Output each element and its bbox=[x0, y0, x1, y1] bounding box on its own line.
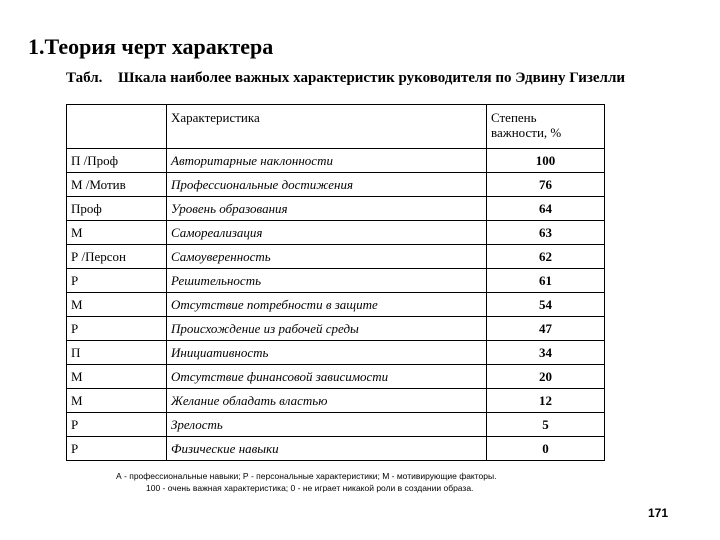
table-header-row bbox=[67, 105, 605, 149]
table-row bbox=[67, 221, 605, 245]
row-value: 12 bbox=[487, 389, 605, 413]
row-value: 20 bbox=[487, 365, 605, 389]
row-trait: Решительность bbox=[167, 269, 487, 293]
table-row bbox=[67, 437, 605, 461]
table-label: Табл. bbox=[66, 70, 103, 86]
row-code: Р bbox=[67, 269, 167, 293]
header-trait: Характеристика bbox=[167, 105, 487, 149]
row-trait: Зрелость bbox=[167, 413, 487, 437]
row-code: Проф bbox=[67, 197, 167, 221]
page-number: 171 bbox=[648, 506, 669, 520]
header-code bbox=[67, 105, 167, 149]
table-row bbox=[67, 149, 605, 173]
row-value: 62 bbox=[487, 245, 605, 269]
row-trait: Происхождение из рабочей среды bbox=[167, 317, 487, 341]
row-code: Р bbox=[67, 317, 167, 341]
row-value: 0 bbox=[487, 437, 605, 461]
footnote bbox=[116, 470, 566, 494]
table-row bbox=[67, 293, 605, 317]
header-weight bbox=[487, 105, 605, 149]
header-weight-line1: Степень bbox=[491, 110, 537, 125]
row-value: 5 bbox=[487, 413, 605, 437]
table-row bbox=[67, 413, 605, 437]
row-value: 100 bbox=[487, 149, 605, 173]
row-trait: Авторитарные наклонности bbox=[167, 149, 487, 173]
row-trait: Самоуверенность bbox=[167, 245, 487, 269]
row-value: 63 bbox=[487, 221, 605, 245]
table-row bbox=[67, 341, 605, 365]
table-row bbox=[67, 245, 605, 269]
row-value: 64 bbox=[487, 197, 605, 221]
table-row bbox=[67, 365, 605, 389]
row-value: 54 bbox=[487, 293, 605, 317]
page-title: 1.Теория черт характера bbox=[28, 34, 274, 59]
row-trait: Уровень образования bbox=[167, 197, 487, 221]
row-value: 34 bbox=[487, 341, 605, 365]
row-value: 61 bbox=[487, 269, 605, 293]
table-row bbox=[67, 197, 605, 221]
row-code: Р /Персон bbox=[67, 245, 167, 269]
row-code: Р bbox=[67, 413, 167, 437]
row-code: М /Мотив bbox=[67, 173, 167, 197]
row-trait: Физические навыки bbox=[167, 437, 487, 461]
row-trait: Желание обладать властью bbox=[167, 389, 487, 413]
table-caption: Шкала наиболее важных характеристик руководителя по Эдвину Гизелли bbox=[118, 70, 626, 86]
row-code: П /Проф bbox=[67, 149, 167, 173]
row-code: М bbox=[67, 365, 167, 389]
row-code: П bbox=[67, 341, 167, 365]
row-code: М bbox=[67, 389, 167, 413]
row-value: 76 bbox=[487, 173, 605, 197]
table-row bbox=[67, 269, 605, 293]
table-row bbox=[67, 389, 605, 413]
row-trait: Отсутствие потребности в защите bbox=[167, 293, 487, 317]
table-row bbox=[67, 317, 605, 341]
row-code: Р bbox=[67, 437, 167, 461]
traits-table bbox=[66, 104, 605, 461]
row-code: М bbox=[67, 221, 167, 245]
row-trait: Отсутствие финансовой зависимости bbox=[167, 365, 487, 389]
table-row bbox=[67, 173, 605, 197]
footnote-line-2: 100 - очень важная характеристика; 0 - не играет никакой роли в создании образа. bbox=[146, 483, 474, 493]
row-trait: Самореализация bbox=[167, 221, 487, 245]
row-value: 47 bbox=[487, 317, 605, 341]
row-trait: Инициативность bbox=[167, 341, 487, 365]
footnote-line-1: А - профессиональные навыки; Р - персональные характеристики; М - мотивирующие факторы. bbox=[116, 471, 497, 481]
row-trait: Профессиональные достижения bbox=[167, 173, 487, 197]
header-weight-line2: важности, % bbox=[491, 125, 562, 140]
row-code: М bbox=[67, 293, 167, 317]
